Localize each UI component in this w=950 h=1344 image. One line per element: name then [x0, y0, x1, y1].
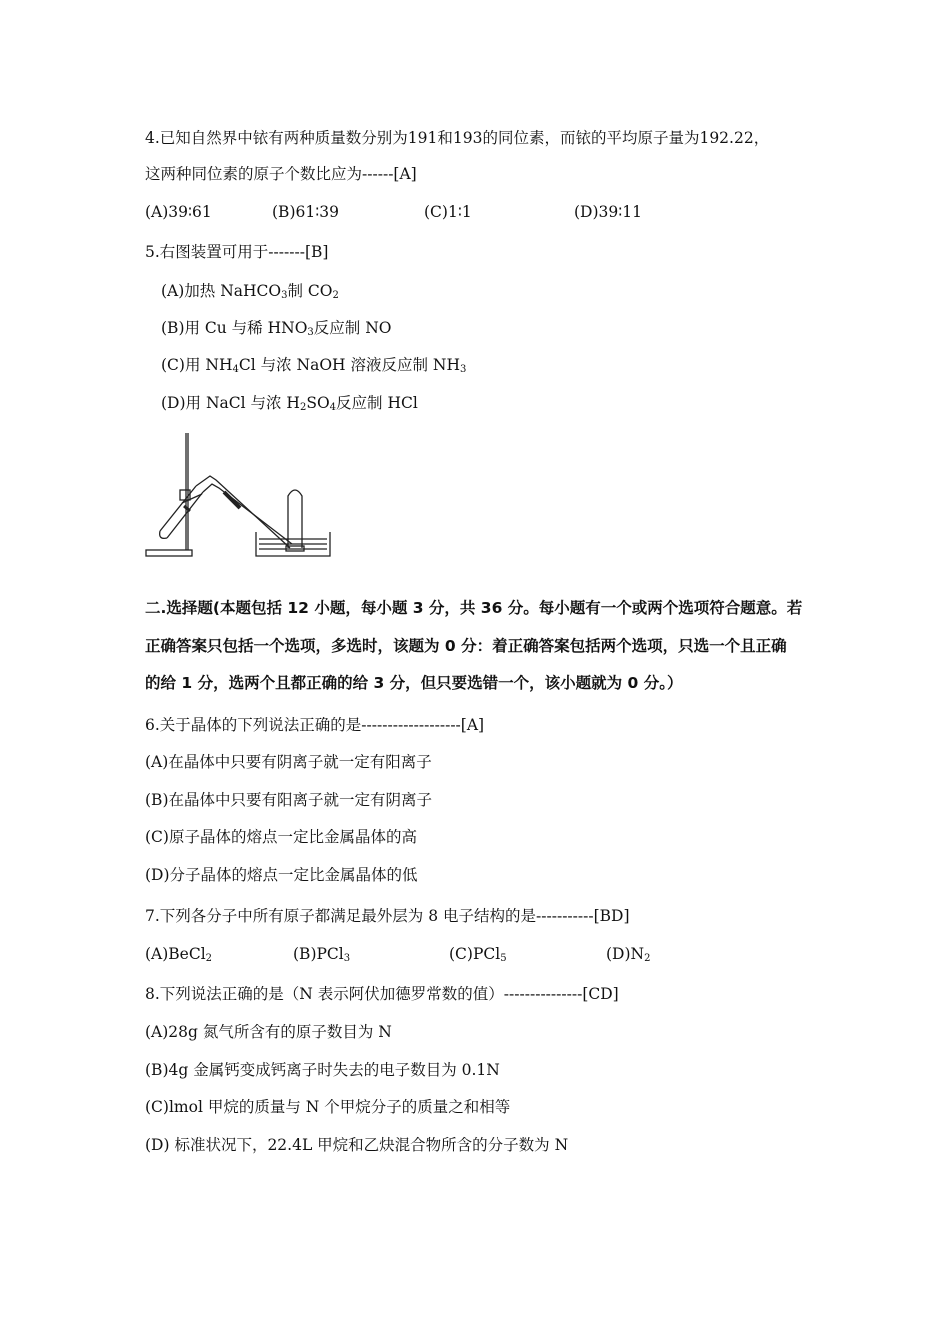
q8-option-b: (B)4g 金属钙变成钙离子时失去的电子数目为 0.1N — [145, 1061, 500, 1079]
q8-stem: 8.下列说法正确的是（N 表示阿伏加德罗常数的值）---------------[CD] — [145, 985, 619, 1003]
q5-option-d: (D)用 NaCl 与浓 $H_2SO_4$反应制 HCl — [161, 394, 418, 413]
q7-option-c: (C)PCl$_5$ — [449, 945, 507, 964]
section2-heading-line2: 正确答案只包括一个选项，多选时，该题为 0 分：着正确答案包括两个选项，只选一个且正确 — [145, 637, 787, 655]
q4-option-b: (B)61∶39 — [272, 203, 339, 221]
q5-option-c: (C)用 $NH_4Cl$ 与浓 NaOH 溶液反应制 $NH_3$ — [161, 356, 467, 375]
lab-apparatus-figure — [140, 428, 350, 563]
q7-option-d: $(D)N_2$ — [606, 945, 651, 964]
q6-option-c: (C)原子晶体的熔点一定比金属晶体的高 — [145, 828, 417, 846]
q6-option-b: (B)在晶体中只要有阳离子就一定有阴离子 — [145, 791, 432, 809]
q4-option-d: (D)39∶11 — [574, 203, 643, 221]
q5-option-b: (B)用 Cu 与稀 $HNO_3$反应制 NO — [161, 319, 392, 338]
q8-option-c: (C)lmol 甲烷的质量与 N 个甲烷分子的质量之和相等 — [145, 1098, 511, 1116]
q7-stem: 7.下列各分子中所有原子都满足最外层为 8 电子结构的是-----------[BD] — [145, 907, 630, 925]
test-tube — [160, 486, 203, 538]
q4-option-c: (C)1∶1 — [424, 203, 472, 221]
q4-stem-line2: 这两种同位素的原子个数比应为------[A] — [145, 165, 417, 183]
q5-stem: 5.右图装置可用于-------[B] — [145, 243, 329, 261]
q8-option-d: (D) 标准状况下，22.4L 甲烷和乙炔混合物所含的分子数为 N — [145, 1136, 569, 1154]
q6-stem: 6.关于晶体的下列说法正确的是-------------------[A] — [145, 716, 485, 734]
delivery-tube — [196, 476, 292, 548]
q7-option-a: (A)BeCl$_2$ — [145, 945, 213, 964]
section2-heading-line3: 的给 1 分，选两个且都正确的给 3 分，但只要选错一个，该小题就为 0 分。） — [145, 674, 683, 692]
q8-option-a: (A)28g 氮气所含有的原子数目为 N — [145, 1023, 392, 1041]
iron-stand — [146, 433, 202, 556]
q6-option-d: (D)分子晶体的熔点一定比金属晶体的低 — [145, 866, 418, 884]
q4-stem-line1: 4.已知自然界中铱有两种质量数分别为191和193的同位素，而铱的平均原子量为192.22， — [145, 129, 770, 147]
q4-option-a: (A)39∶61 — [145, 203, 212, 221]
section2-heading-line1: 二.选择题(本题包括 12 小题，每小题 3 分，共 36 分。每小题有一个或两个选项符合题意。若 — [145, 599, 803, 617]
q7-option-b: (B)PCl$_3$ — [293, 945, 351, 964]
water-trough — [256, 532, 330, 556]
q5-option-a: (A)加热 NaHCO$_3$制 $CO_2$ — [161, 282, 339, 301]
q6-option-a: (A)在晶体中只要有阴离子就一定有阳离子 — [145, 753, 432, 771]
